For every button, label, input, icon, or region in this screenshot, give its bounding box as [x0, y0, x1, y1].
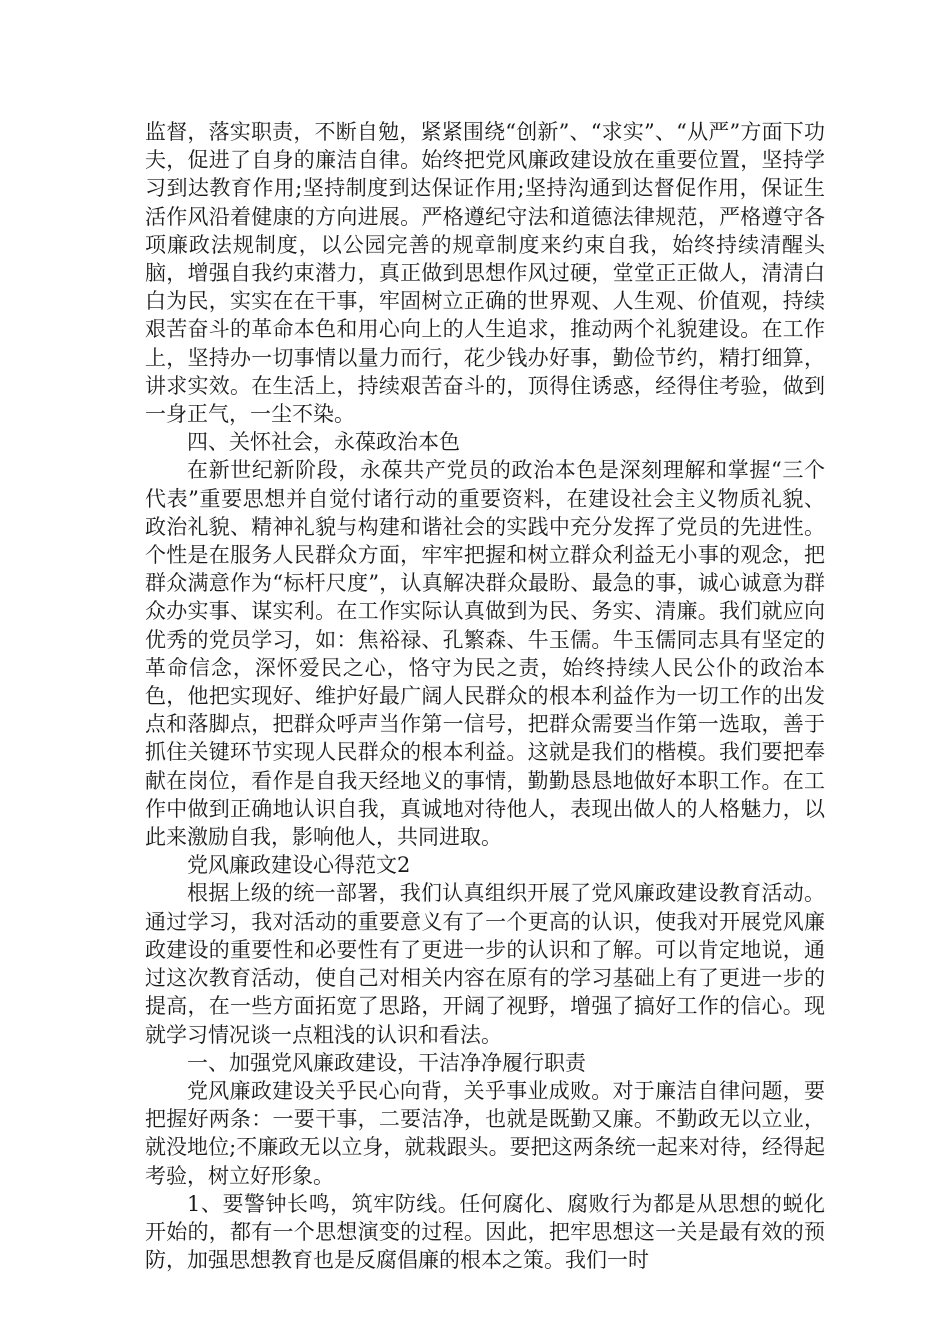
body-paragraph-item-one: 1、要警钟长鸣，筑牢防线。任何腐化、腐败行为都是从思想的蜕化开始的，都有一个思想演变的过程。因此，把牢思想这一关是最有效的预防，加强思想教育也是反腐倡廉的根本之策。我们一时	[145, 1191, 825, 1273]
document-page	[145, 118, 825, 1274]
article-title-two: 党风廉政建设心得范文2	[187, 853, 411, 878]
body-paragraph-section-four: 在新世纪新阶段，永葆共产党员的政治本色是深刻理解和掌握“三个代表”重要思想并自觉付诸行动的重要资料，在建设社会主义物质礼貌、政治礼貌、精神礼貌与构建和谐社会的实践中充分发挥了党员的先进性。个性是在服务人民群众方面，牢牢把握和树立群众利益无小事的观念，把群众满意作为“标杆尺度”，认真解决群众最盼、最急的事，诚心诚意为群众办实事、谋实利。在工作实际认真做到为民、务实、清廉。我们就应向优秀的党员学习，如：焦裕禄、孔繁森、牛玉儒。牛玉儒同志具有坚定的革命信念，深怀爱民之心，恪守为民之责，始终持续人民公仆的政治本色，他把实现好、维护好最广阔人民群众的根本利益作为一切工作的出发点和落脚点，把群众呼声当作第一信号，把群众需要当作第一选取，善于抓住关键环节实现人民群众的根本利益。这就是我们的楷模。我们要把奉献在岗位，看作是自我天经地义的事情，勤勤恳恳地做好本职工作。在工作中做到正确地认识自我，真诚地对待他人，表现出做人的人格魅力，以此来激励自我，影响他人，共同进取。	[145, 458, 825, 850]
section-heading-one: 一、加强党风廉政建设，干洁净净履行职责	[187, 1050, 586, 1075]
body-paragraph-intro: 根据上级的统一部署，我们认真组织开展了党风廉政建设教育活动。通过学习，我对活动的重要意义有了一个更高的认识，使我对开展党风廉政建设的重要性和必要性有了更进一步的认识和了解。可以肯定地说，通过这次教育活动，使自己对相关内容在原有的学习基础上有了更进一步的提高，在一些方面拓宽了思路，开阔了视野，增强了搞好工作的信心。现就学习情况谈一点粗浅的认识和看法。	[145, 881, 825, 1047]
section-heading-four: 四、关怀社会，永葆政治本色	[187, 430, 460, 455]
body-paragraph-continued: 监督，落实职责，不断自勉，紧紧围绕“创新”、“求实”、“从严”方面下功夫，促进了自身的廉洁自律。始终把党风廉政建设放在重要位置，坚持学习到达教育作用;坚持制度到达保证作用;坚持沟通到达督促作用，保证生活作风沿着健康的方向进展。严格遵纪守法和道德法律规范，严格遵守各项廉政法规制度，以公园完善的规章制度来约束自我，始终持续清醒头脑，增强自我约束潜力，真正做到思想作风过硬，堂堂正正做人，清清白白为民，实实在在干事，牢固树立正确的世界观、人生观、价值观，持续艰苦奋斗的革命本色和用心向上的人生追求，推动两个礼貌建设。在工作上，坚持办一切事情以量力而行，花少钱办好事，勤俭节约，精打细算，讲求实效。在生活上，持续艰苦奋斗的，顶得住诱惑，经得住考验，做到一身正气，一尘不染。	[145, 120, 825, 427]
body-paragraph-section-one: 党风廉政建设关乎民心向背，关乎事业成败。对于廉洁自律问题，要把握好两条：一要干事，二要洁净，也就是既勤又廉。不勤政无以立业，就没地位;不廉政无以立身，就栽跟头。要把这两条统一起来对待，经得起考验，树立好形象。	[145, 1078, 825, 1188]
